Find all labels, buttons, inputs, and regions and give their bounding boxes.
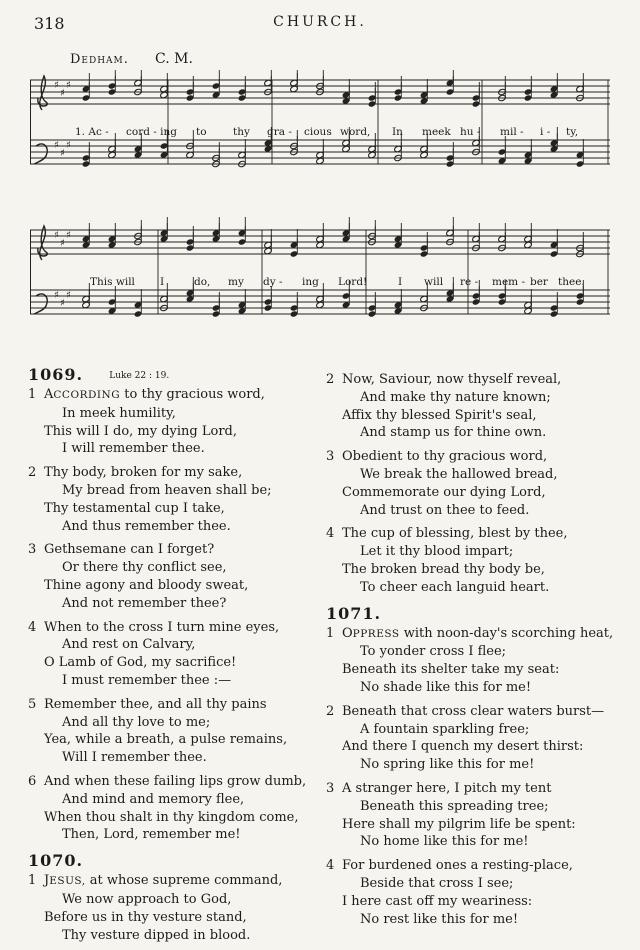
- verse-text: And thus remember thee.: [62, 518, 231, 534]
- verse-line: [326, 911, 626, 929]
- svg-text:♯: ♯: [60, 298, 65, 309]
- lyric-syllable: mil -: [500, 126, 524, 138]
- verse-text: Remember thee, and all thy pains: [44, 696, 267, 712]
- hymn-1070-heading: [28, 850, 320, 872]
- verse-line: [28, 909, 320, 927]
- verse-text: The cup of blessing, blest by thee,: [342, 526, 568, 542]
- svg-text:♯: ♯: [54, 290, 59, 301]
- svg-text:♯: ♯: [54, 140, 59, 151]
- verse-line: [326, 893, 626, 911]
- verse-text: And when these failing lips grow dumb,: [44, 773, 307, 789]
- verse-line: [326, 371, 626, 389]
- stanza: [28, 619, 320, 690]
- lyric-syllable: do,: [194, 276, 211, 288]
- verse-text: A fountain sparkling free;: [360, 721, 530, 737]
- verse-text: And trust on thee to feed.: [360, 502, 530, 518]
- verse-text: We break the hallowed bread,: [360, 466, 558, 482]
- verse-line: [28, 654, 320, 672]
- verse-text: And all thy love to me;: [62, 714, 211, 730]
- verse-text: No rest like this for me!: [360, 911, 519, 927]
- stanza-number: 6: [28, 773, 37, 789]
- lyrics-system-2: [0, 276, 640, 290]
- verse-text: Thy vesture dipped in blood.: [62, 927, 251, 943]
- verse-text: Will I remember thee.: [62, 750, 207, 766]
- stanza-number: 3: [326, 780, 335, 796]
- lyric-syllable: dy -: [263, 276, 283, 288]
- verse-text: JESUS, at whose supreme command,: [44, 873, 283, 889]
- music-score: [30, 70, 616, 350]
- verse-line: [326, 424, 626, 442]
- verse-text: Beneath its shelter take my seat:: [342, 662, 560, 678]
- verse-line: [28, 559, 320, 577]
- lyric-syllable: cious: [304, 126, 332, 138]
- verse-text: Gethsemane can I forget?: [44, 542, 215, 558]
- verse-line: [326, 625, 626, 644]
- hymn-number: 1069.: [28, 365, 84, 384]
- verse-text: In meek humility,: [62, 405, 176, 421]
- lyric-syllable: re -: [460, 276, 479, 288]
- verse-text: Or there thy conflict see,: [62, 560, 227, 576]
- verse-line: [28, 482, 320, 500]
- verse-text: Yea, while a breath, a pulse remains,: [44, 732, 288, 748]
- svg-text:♯: ♯: [66, 140, 71, 151]
- tune-name: Dedham.: [70, 52, 129, 67]
- verse-text: Thine agony and bloody sweat,: [44, 577, 249, 593]
- lyric-syllable: I: [398, 276, 403, 288]
- verse-text: To cheer each languid heart.: [360, 579, 550, 595]
- svg-text:♯: ♯: [54, 80, 59, 91]
- verse-line: [326, 525, 626, 543]
- verse-text: No home like this for me!: [360, 834, 529, 850]
- stanza-number: 1: [326, 625, 335, 641]
- stanza-number: 2: [326, 372, 335, 387]
- verse-line: [28, 872, 320, 891]
- verse-text: Thy testamental cup I take,: [44, 500, 225, 516]
- verse-text: And rest on Calvary,: [62, 637, 196, 653]
- verse-text: I will remember thee.: [62, 441, 205, 457]
- verse-text: Here shall my pilgrim life be spent:: [342, 816, 576, 832]
- hymn-number: 1071.: [326, 603, 382, 623]
- stanza: [28, 872, 320, 944]
- stanza-number: 1: [28, 873, 37, 889]
- lyric-syllable: I: [160, 276, 165, 288]
- svg-text:♯: ♯: [66, 80, 71, 91]
- stanza: [326, 703, 626, 774]
- verse-line: [326, 502, 626, 520]
- scripture-reference: Luke 22 : 19.: [109, 371, 170, 381]
- verse-line: [326, 756, 626, 774]
- lyric-syllable: ing: [302, 276, 319, 288]
- lyric-syllable: gra -: [267, 126, 292, 138]
- verse-text: For burdened ones a resting-place,: [342, 858, 573, 874]
- verse-text: This will I do, my dying Lord,: [44, 423, 238, 439]
- lyric-syllable: Lord!: [338, 276, 368, 288]
- stanza-number: 5: [28, 696, 37, 712]
- stanza: [28, 541, 320, 612]
- stanza-number: 3: [326, 449, 335, 465]
- verse-text: Commemorate our dying Lord,: [342, 484, 546, 500]
- lyric-syllable: This will: [90, 276, 135, 288]
- lyric-syllable: to: [196, 126, 207, 138]
- page-number: 318: [34, 14, 65, 33]
- svg-text:♯: ♯: [60, 88, 65, 99]
- verse-text: Then, Lord, remember me!: [62, 827, 241, 843]
- verse-line: [326, 448, 626, 466]
- verse-text: Thy body, broken for my sake,: [44, 465, 243, 481]
- lyric-syllable: hu -: [460, 126, 481, 138]
- verse-line: [326, 543, 626, 561]
- verse-text: When to the cross I turn mine eyes,: [44, 619, 280, 635]
- verse-line: [326, 833, 626, 851]
- verse-line: [28, 891, 320, 909]
- verse-line: [28, 440, 320, 458]
- lyric-syllable: i -: [540, 126, 551, 138]
- verse-line: [326, 484, 626, 502]
- verse-text: Let it thy blood impart;: [360, 544, 514, 560]
- verse-line: [326, 721, 626, 739]
- stanza: [28, 696, 320, 767]
- lyric-syllable: In: [392, 126, 403, 138]
- verse-text: Now, Saviour, now thyself reveal,: [342, 372, 562, 387]
- verse-line: [28, 577, 320, 595]
- lyric-syllable: ty,: [566, 126, 579, 138]
- svg-text:♯: ♯: [66, 230, 71, 241]
- verse-text: My bread from heaven shall be;: [62, 482, 272, 498]
- verse-line: [28, 791, 320, 809]
- verse-text: No spring like this for me!: [360, 757, 535, 773]
- verse-line: [326, 661, 626, 679]
- verse-line: [326, 389, 626, 407]
- verse-line: [326, 875, 626, 893]
- verse-text: And make thy nature known;: [360, 389, 551, 405]
- verse-text: The broken bread thy body be,: [342, 561, 545, 577]
- svg-text:♯: ♯: [60, 148, 65, 159]
- verse-text: To yonder cross I flee;: [360, 644, 507, 660]
- stanza: [326, 625, 626, 697]
- left-column: [28, 364, 320, 950]
- stanza-number: 4: [326, 858, 335, 874]
- verse-line: [326, 816, 626, 834]
- lyric-syllable: mem -: [492, 276, 526, 288]
- verse-line: [28, 731, 320, 749]
- verse-line: [326, 703, 626, 721]
- verse-text: And there I quench my desert thirst:: [342, 739, 584, 755]
- verse-text: Obedient to thy gracious word,: [342, 449, 548, 465]
- lyric-syllable: ber: [530, 276, 548, 288]
- tune-title: [70, 51, 193, 67]
- verse-text: A stranger here, I pitch my tent: [342, 780, 552, 796]
- hymn-number: 1070.: [28, 851, 84, 871]
- verse-line: [326, 679, 626, 697]
- verse-text: No shade like this for me!: [360, 679, 532, 695]
- verse-text: OPPRESS with noon-day's scorching heat,: [342, 625, 614, 641]
- verse-line: [28, 749, 320, 767]
- verse-text: Beneath that cross clear waters burst—: [342, 703, 605, 719]
- svg-text:♯: ♯: [60, 238, 65, 249]
- lyric-syllable: thee.: [558, 276, 585, 288]
- verse-text: ACCORDING to thy gracious word,: [44, 387, 265, 402]
- verse-line: [326, 579, 626, 597]
- hymn-1071-heading: [326, 603, 626, 625]
- svg-text:♯: ♯: [54, 230, 59, 241]
- verse-text: And stamp us for thine own.: [360, 425, 547, 441]
- verse-line: [28, 636, 320, 654]
- verse-text: O Lamb of God, my sacrifice!: [44, 655, 237, 671]
- running-head: CHURCH.: [273, 14, 367, 30]
- verse-text: Beneath this spreading tree;: [360, 798, 549, 814]
- verse-line: [326, 561, 626, 579]
- stanza: [28, 773, 320, 844]
- lyric-syllable: 1. Ac -: [75, 126, 109, 138]
- verse-line: [28, 809, 320, 827]
- hymn-1071-text: [326, 625, 626, 929]
- stanza-number: 4: [326, 526, 335, 542]
- verse-line: [28, 826, 320, 844]
- lyric-syllable: my: [228, 276, 244, 288]
- verse-line: [28, 714, 320, 732]
- verse-line: [326, 857, 626, 875]
- verse-line: [28, 619, 320, 637]
- stanza: [326, 448, 626, 519]
- stanza-number: 3: [28, 542, 37, 558]
- stanza: [28, 386, 320, 458]
- lyric-syllable: thy: [233, 126, 250, 138]
- lyric-syllable: will: [424, 276, 444, 288]
- verse-line: [28, 595, 320, 613]
- stanza: [326, 780, 626, 851]
- verse-text: Affix thy blessed Spirit's seal,: [342, 407, 537, 423]
- hymn-1069-heading: [28, 364, 320, 386]
- verse-line: [326, 798, 626, 816]
- verse-line: [28, 518, 320, 536]
- stanza: [326, 857, 626, 928]
- stanza-number: 1: [28, 387, 37, 402]
- verse-text: Beside that cross I see;: [360, 875, 514, 891]
- verse-text: I here cast off my weariness:: [342, 893, 533, 909]
- stanza-number: 2: [28, 465, 37, 481]
- verse-text: We now approach to God,: [62, 891, 232, 907]
- verse-line: [28, 405, 320, 423]
- verse-line: [326, 407, 626, 425]
- lyrics-system-1: [0, 126, 640, 140]
- verse-line: [28, 423, 320, 441]
- verse-line: [326, 738, 626, 756]
- verse-text: And not remember thee?: [62, 595, 227, 611]
- verse-text: I must remember thee :—: [62, 672, 232, 688]
- verse-line: [326, 466, 626, 484]
- stanza: [28, 464, 320, 535]
- hymn-1069-text: [28, 386, 320, 844]
- verse-text: Before us in thy vesture stand,: [44, 909, 247, 925]
- stanza: [326, 525, 626, 596]
- lyric-syllable: meek: [422, 126, 451, 138]
- verse-line: [28, 386, 320, 405]
- verse-line: [28, 541, 320, 559]
- verse-line: [326, 643, 626, 661]
- verse-line: [28, 500, 320, 518]
- verse-text: And mind and memory flee,: [62, 791, 245, 807]
- verse-text: When thou shalt in thy kingdom come,: [44, 809, 299, 825]
- verse-line: [28, 464, 320, 482]
- stanza-number: 4: [28, 619, 37, 635]
- lyric-syllable: cord - ing: [126, 126, 178, 138]
- verse-line: [28, 927, 320, 945]
- verse-line: [28, 672, 320, 690]
- stanza-number: 2: [326, 703, 335, 719]
- hymn-1070-text-part-1: [28, 872, 320, 944]
- lyric-syllable: word,: [340, 126, 371, 138]
- page-header: [0, 14, 640, 38]
- verse-line: [28, 773, 320, 791]
- verse-line: [28, 696, 320, 714]
- tune-meter: C. M.: [155, 51, 193, 67]
- svg-text:♯: ♯: [66, 290, 71, 301]
- verse-line: [326, 780, 626, 798]
- stanza: [326, 371, 626, 442]
- hymn-1070-text-part-2: [326, 371, 626, 597]
- right-column: [326, 371, 626, 934]
